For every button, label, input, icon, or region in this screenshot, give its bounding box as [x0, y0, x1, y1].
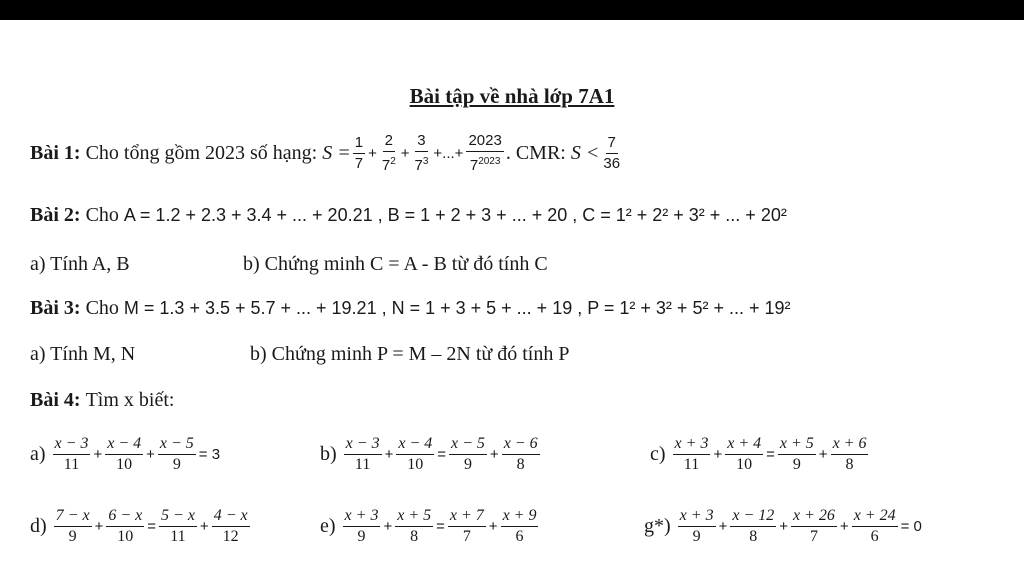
equation-c-label: c): [650, 443, 671, 465]
equation-b-fraction: $\frac{x - 3}{11}$: [345, 435, 380, 473]
equation-b-operator: =: [437, 446, 447, 463]
equation-g-operator: +: [779, 518, 789, 535]
equation-a-operator: +: [146, 446, 155, 463]
bai3-label: Bài 3:: [30, 297, 81, 319]
equation-e-label: e): [320, 515, 341, 537]
bai1-label: Bài 1:: [30, 142, 81, 164]
bai3-line: [30, 297, 791, 320]
bai2-b: b) Chứng minh C = A - B từ đó tính C: [243, 253, 548, 275]
equation-g-label: g*): [644, 515, 676, 537]
bai1-line: Bài 1: Cho tổng gồm 2023 số hạng: S = $\frac{1}{7}$ + $\frac{2}{7^2}$ + $\frac{3}{7^3}$ +...+ $\frac{2023}{7^{2023}}$ . CMR: S < $\frac{7}{36}$: [30, 132, 621, 174]
equation-e: [320, 507, 540, 546]
bai2-label: Bài 2:: [30, 204, 81, 226]
equation-b: [320, 435, 542, 474]
bai1-s-lt: S <: [570, 142, 600, 164]
equation-b-label: b): [320, 443, 342, 465]
equation-g-fraction: $\frac{x + 26}{7}$: [793, 507, 835, 545]
equation-b-fraction: $\frac{x - 6}{8}$: [503, 435, 538, 473]
bai1-frac-5: $\frac{7}{36}$: [603, 134, 621, 172]
bai2-line: [30, 204, 787, 227]
bai1-frac-2: $\frac{2}{7^2}$: [381, 132, 396, 174]
equation-a-operator: +: [93, 446, 103, 463]
bai2-a: a) Tính A, B: [30, 253, 130, 275]
bai3-b: b) Chứng minh P = M – 2N từ đó tính P: [250, 343, 570, 365]
equation-a-fraction: $\frac{x - 4}{10}$: [107, 435, 142, 473]
equation-e-operator: =: [436, 518, 445, 535]
equation-g-operator: +: [718, 518, 728, 535]
equation-g-operator: +: [839, 518, 849, 535]
equation-g-fraction: $\frac{x + 3}{9}$: [679, 507, 714, 545]
equation-c-fraction: $\frac{x + 3}{11}$: [674, 435, 709, 473]
equation-b-operator: +: [489, 446, 499, 463]
bai3-text: Cho: [85, 297, 119, 319]
top-black-bar: [0, 0, 1024, 20]
equation-d-operator: +: [199, 518, 209, 535]
equation-b-operator: +: [384, 446, 394, 463]
bai1-cmr: . CMR:: [505, 142, 566, 164]
bai4-text: Tìm x biết:: [85, 389, 175, 411]
bai1-dots: +...+: [433, 145, 464, 162]
equation-e-fraction: $\frac{x + 3}{9}$: [344, 507, 379, 545]
bai4-label: Bài 4:: [30, 389, 81, 411]
equation-g: [644, 507, 923, 546]
bai1-text: Cho tổng gồm 2023 số hạng:: [85, 142, 318, 164]
equation-a-fraction: $\frac{x - 5}{9}$: [159, 435, 194, 473]
equation-e-fraction: $\frac{x + 7}{7}$: [449, 507, 484, 545]
equation-e-operator: +: [383, 518, 393, 535]
equation-g-fraction: $\frac{x - 12}{8}$: [732, 507, 775, 545]
equation-a-label: a): [30, 443, 51, 465]
equation-a-fraction: $\frac{x - 3}{11}$: [54, 435, 89, 473]
bai1-frac-1: $\frac{1}{7}$: [354, 134, 364, 172]
equation-c-operator: +: [818, 446, 828, 463]
equation-d: [30, 507, 252, 546]
bai2-expr: A = 1.2 + 2.3 + 3.4 + ... + 20.21 , B = 1 + 2 + 3 + ... + 20 , C = 1² + 2² + 3² + ... + 20²: [123, 205, 787, 225]
equation-a: [30, 435, 221, 474]
equation-d-fraction: $\frac{5 - x}{11}$: [161, 507, 195, 545]
equation-d-fraction: $\frac{7 - x}{9}$: [55, 507, 90, 545]
equation-c-operator: +: [713, 446, 723, 463]
bai3-expr: M = 1.3 + 3.5 + 5.7 + ... + 19.21 , N = 1 + 3 + 5 + ... + 19 , P = 1² + 3² + 5² + ... + 19²: [123, 298, 791, 318]
equation-c-operator: =: [766, 446, 775, 463]
equation-e-fraction: $\frac{x + 9}{6}$: [502, 507, 537, 545]
bai4-line: [30, 389, 174, 412]
equation-b-fraction: $\frac{x - 4}{10}$: [398, 435, 433, 473]
equation-c-fraction: $\frac{x + 4}{10}$: [727, 435, 762, 473]
equation-e-fraction: $\frac{x + 5}{8}$: [397, 507, 432, 545]
bai2-text: Cho: [85, 204, 119, 226]
equation-c-fraction: $\frac{x + 5}{9}$: [779, 435, 814, 473]
equation-d-operator: =: [147, 518, 157, 535]
equation-d-fraction: $\frac{6 - x}{10}$: [108, 507, 143, 545]
bai1-frac-4: $\frac{2023}{7^{2023}}$: [468, 132, 502, 174]
equation-b-fraction: $\frac{x - 5}{9}$: [451, 435, 485, 473]
bai3-a: a) Tính M, N: [30, 343, 136, 365]
bai1-s-eq: S =: [322, 142, 351, 164]
page-title: Bài tập về nhà lớp 7A1: [409, 84, 615, 108]
equation-d-operator: +: [94, 518, 104, 535]
equation-g-fraction: $\frac{x + 24}{6}$: [853, 507, 896, 545]
equation-a-rhs: = 3: [198, 446, 221, 463]
equation-g-rhs: = 0: [900, 518, 922, 535]
bai1-frac-3: $\frac{3}{7^3}$: [414, 132, 429, 174]
equation-d-label: d): [30, 515, 52, 537]
equation-e-operator: +: [488, 518, 498, 535]
equation-d-fraction: $\frac{4 - x}{12}$: [213, 507, 248, 545]
equation-c: [650, 435, 870, 474]
equation-c-fraction: $\frac{x + 6}{8}$: [832, 435, 867, 473]
